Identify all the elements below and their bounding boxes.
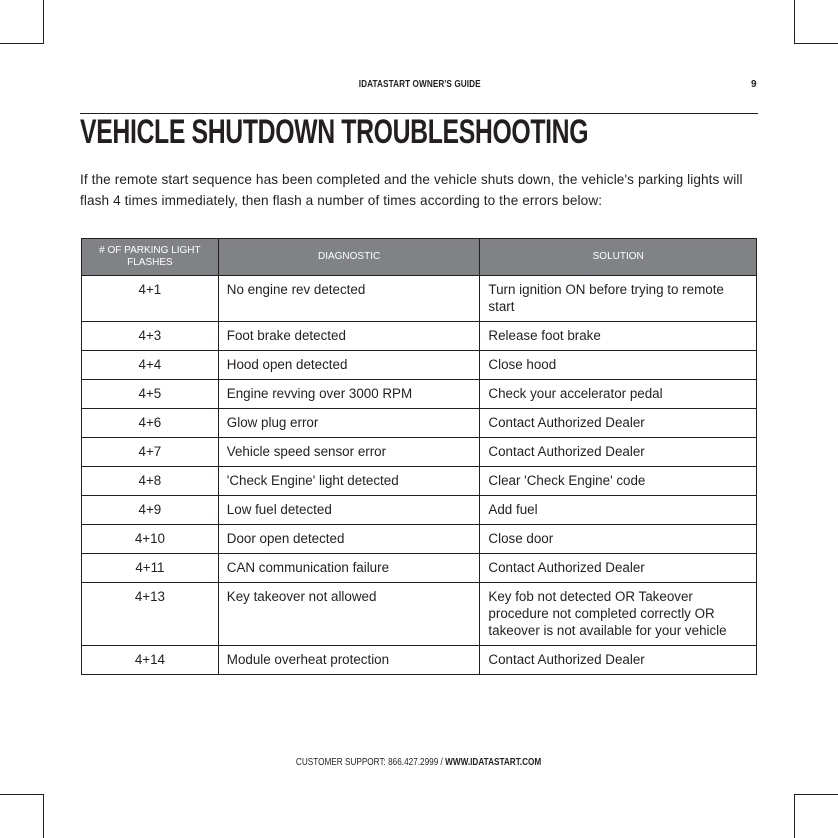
diagnostic-cell: Glow plug error xyxy=(218,409,480,438)
diagnostic-cell: 'Check Engine' light detected xyxy=(218,467,480,496)
error-codes-table xyxy=(81,238,757,675)
solution-cell: Contact Authorized Dealer xyxy=(480,438,757,467)
column-header-diagnostic: DIAGNOSTIC xyxy=(218,239,480,276)
diagnostic-cell: CAN communication failure xyxy=(218,554,480,583)
solution-cell: Turn ignition ON before trying to remote start xyxy=(480,276,757,322)
intro-paragraph: If the remote start sequence has been completed and the vehicle shuts down, the vehicle's parking lights will flash 4 times immediately, then flash a number of times according to the errors below: xyxy=(80,172,743,208)
diagnostic-cell: Engine revving over 3000 RPM xyxy=(218,380,480,409)
running-title: IDATASTART OWNER'S GUIDE xyxy=(358,79,481,90)
crop-mark xyxy=(794,43,838,44)
solution-cell: Add fuel xyxy=(480,496,757,525)
solution-cell: Close door xyxy=(480,525,757,554)
table-row xyxy=(82,380,757,409)
flash-code-cell: 4+7 xyxy=(82,438,219,467)
flash-code-cell: 4+8 xyxy=(82,467,219,496)
diagnostic-cell: Door open detected xyxy=(218,525,480,554)
table-row xyxy=(82,351,757,380)
solution-cell: Contact Authorized Dealer xyxy=(480,554,757,583)
crop-mark xyxy=(794,794,838,795)
solution-cell: Release foot brake xyxy=(480,322,757,351)
table-row xyxy=(82,583,757,646)
flash-code-cell: 4+14 xyxy=(82,646,219,675)
column-header-solution: SOLUTION xyxy=(480,239,757,276)
crop-mark xyxy=(0,794,44,795)
column-header-flashes: # OF PARKING LIGHT FLASHES xyxy=(82,239,219,276)
support-phone: CUSTOMER SUPPORT: 866.427.2999 / xyxy=(296,757,444,768)
page-title: VEHICLE SHUTDOWN TROUBLESHOOTING xyxy=(80,113,589,151)
flash-code-cell: 4+3 xyxy=(82,322,219,351)
crop-mark xyxy=(43,794,44,838)
table-row xyxy=(82,525,757,554)
flash-code-cell: 4+13 xyxy=(82,583,219,646)
solution-cell: Contact Authorized Dealer xyxy=(480,646,757,675)
diagnostic-cell: Hood open detected xyxy=(218,351,480,380)
flash-code-cell: 4+11 xyxy=(82,554,219,583)
crop-mark xyxy=(43,0,44,44)
flash-code-cell: 4+4 xyxy=(82,351,219,380)
flash-code-cell: 4+10 xyxy=(82,525,219,554)
table-row xyxy=(82,646,757,675)
table-row xyxy=(82,496,757,525)
page-number: 9 xyxy=(751,79,757,90)
diagnostic-cell: No engine rev detected xyxy=(218,276,480,322)
diagnostic-cell: Vehicle speed sensor error xyxy=(218,438,480,467)
table-row xyxy=(82,276,757,322)
solution-cell: Key fob not detected OR Takeover procedure not completed correctly OR takeover is not available for your vehicle xyxy=(480,583,757,646)
crop-mark xyxy=(794,794,795,838)
running-header xyxy=(80,79,635,93)
website-link[interactable]: WWW.IDATASTART.COM xyxy=(445,757,542,768)
flash-code-cell: 4+9 xyxy=(82,496,219,525)
solution-cell: Close hood xyxy=(480,351,757,380)
crop-mark xyxy=(794,0,795,44)
table-row xyxy=(82,322,757,351)
table-row xyxy=(82,438,757,467)
page-footer xyxy=(0,757,838,768)
table-row xyxy=(82,409,757,438)
flash-code-cell: 4+5 xyxy=(82,380,219,409)
table-row xyxy=(82,554,757,583)
diagnostic-cell: Key takeover not allowed xyxy=(218,583,480,646)
solution-cell: Check your accelerator pedal xyxy=(480,380,757,409)
flash-code-cell: 4+1 xyxy=(82,276,219,322)
diagnostic-cell: Low fuel detected xyxy=(218,496,480,525)
diagnostic-cell: Module overheat protection xyxy=(218,646,480,675)
solution-cell: Clear 'Check Engine' code xyxy=(480,467,757,496)
diagnostic-cell: Foot brake detected xyxy=(218,322,480,351)
table-row xyxy=(82,467,757,496)
crop-mark xyxy=(0,43,44,44)
flash-code-cell: 4+6 xyxy=(82,409,219,438)
table-header-row xyxy=(82,239,757,276)
solution-cell: Contact Authorized Dealer xyxy=(480,409,757,438)
